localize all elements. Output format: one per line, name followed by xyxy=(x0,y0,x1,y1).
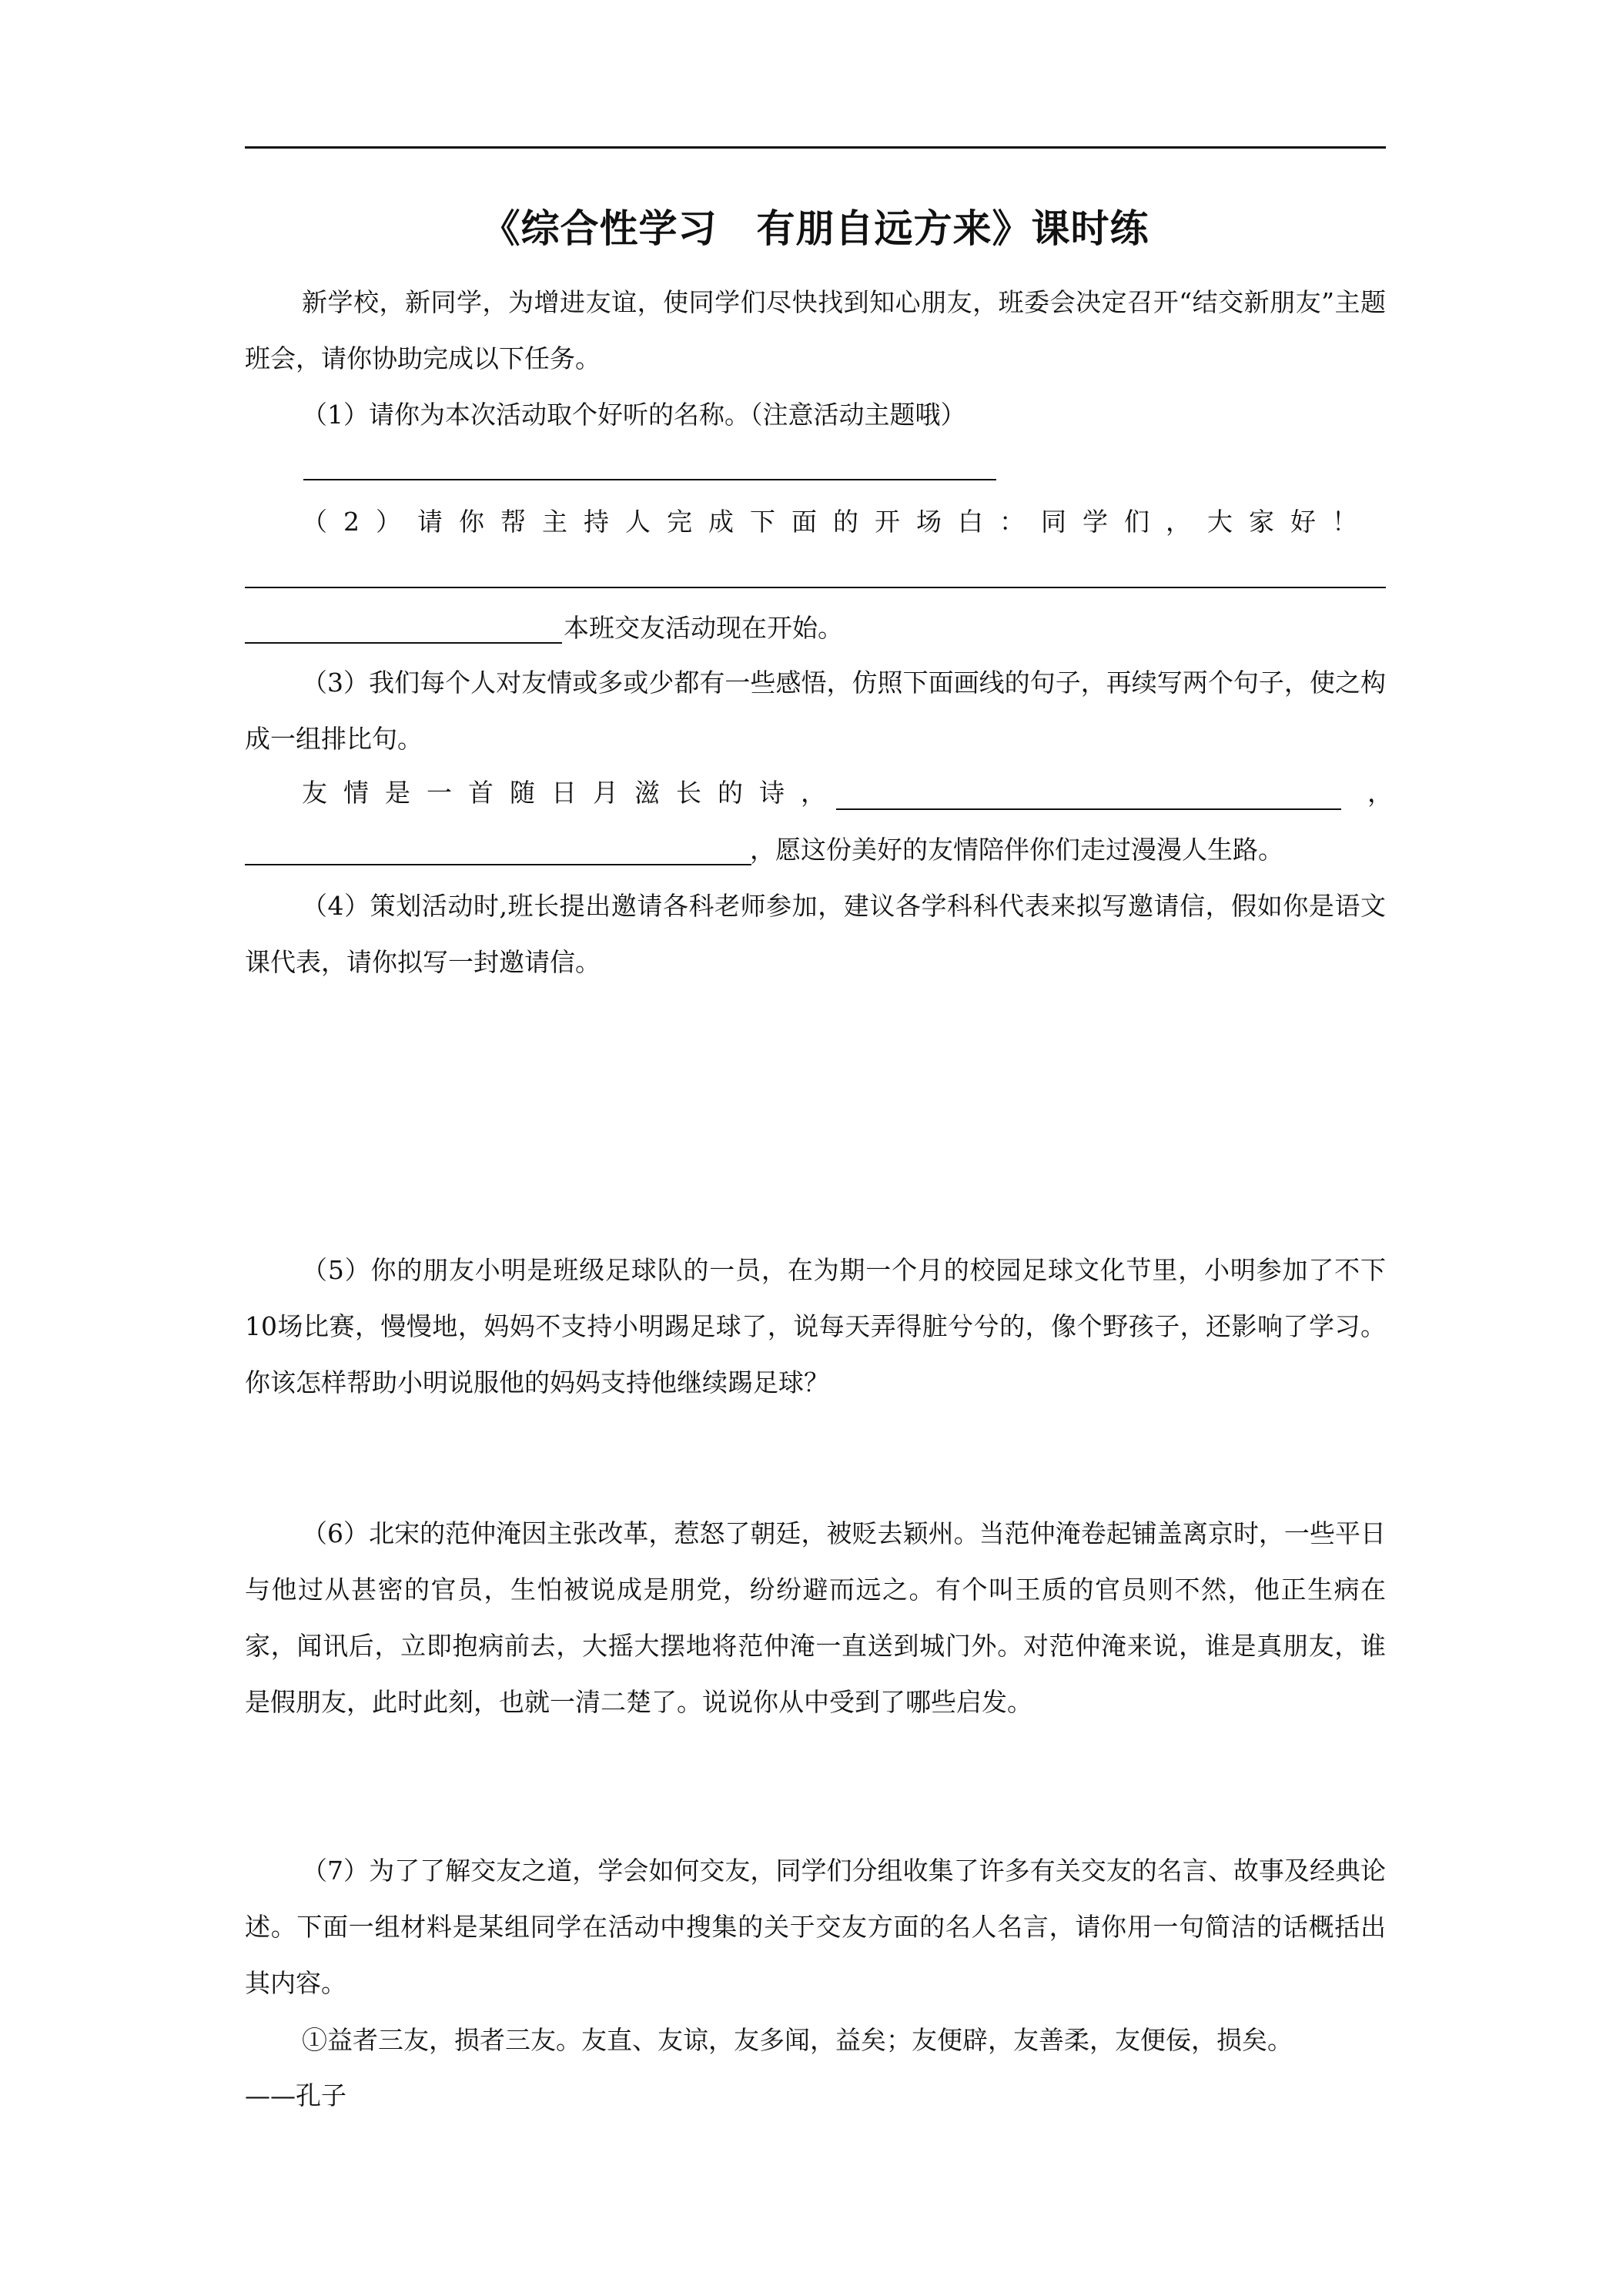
q3-sentence-ending: ，愿这份美好的友情陪伴你们走过漫漫人生路。 xyxy=(750,835,1283,865)
worksheet-page xyxy=(245,0,1393,2296)
question-5: （5）你的朋友小明是班级足球队的一员，在为期一个月的校园足球文化节里，小明参加了不下10场比赛，慢慢地，妈妈不支持小明踢足球了，说每天弄得脏兮兮的，像个野孩子，还影响了学习。你该怎样帮助小明说服他的妈妈支持他继续踢足球？ xyxy=(245,1255,1386,1397)
question-3: （3）我们每个人对友情或多或少都有一些感悟，仿照下面画线的句子，再续写两个句子，使之构成一组排比句。 xyxy=(245,668,1386,754)
answer-line-3b[interactable] xyxy=(245,864,751,865)
question-2-ending: 本班交友活动现在开始。 xyxy=(564,613,843,643)
q7-quote: ①益者三友，损者三友。友直、友谅，友多闻，益矣；友便辟，友善柔，友便佞，损矣。 xyxy=(302,2025,1293,2055)
q7-quote-author: ——孔子 xyxy=(245,2080,346,2110)
question-4: （4）策划活动时,班长提出邀请各科老师参加，建议各学科科代表来拟写邀请信，假如你是语文课代表，请你拟写一封邀请信。 xyxy=(245,891,1386,977)
header-rule xyxy=(245,146,1386,149)
question-1: （1）请你为本次活动取个好听的名称。（注意活动主题哦） xyxy=(302,400,966,430)
answer-line-2b[interactable] xyxy=(245,642,562,644)
q3-model-sentence: 友情是一首随日月滋长的诗， xyxy=(302,778,842,808)
question-7: （7）为了了解交友之道，学会如何交友，同学们分组收集了许多有关交友的名言、故事及经典论述。下面一组材料是某组同学在活动中搜集的关于交友方面的名人名言，请你用一句简洁的话概括出其内容。 xyxy=(245,1856,1386,1998)
page-title: 《综合性学习 有朋自远方来》课时练 xyxy=(481,206,1149,251)
question-6: （6）北宋的范仲淹因主张改革，惹怒了朝廷，被贬去颖州。当范仲淹卷起铺盖离京时，一些平日与他过从甚密的官员，生怕被说成是朋党，纷纷避而远之。有个叫王质的官员则不然，他正生病在家，闻讯后，立即抱病前去，大摇大摆地将范仲淹一直送到城门外。对范仲淹来说，谁是真朋友，谁是假朋友，此时此刻，也就一清二楚了。说说你从中受到了哪些启发。 xyxy=(245,1518,1386,1717)
intro-paragraph: 新学校，新同学，为增进友谊，使同学们尽快找到知心朋友，班委会决定召开“结交新朋友”主题班会，请你协助完成以下任务。 xyxy=(245,287,1386,373)
question-2: （2）请你帮主持人完成下面的开场白：同学们，大家好！ xyxy=(302,507,1374,537)
q3-comma: ， xyxy=(1367,778,1393,808)
answer-line-1[interactable] xyxy=(303,479,996,480)
answer-line-2a[interactable] xyxy=(245,587,1386,588)
answer-line-3a[interactable] xyxy=(836,808,1341,810)
